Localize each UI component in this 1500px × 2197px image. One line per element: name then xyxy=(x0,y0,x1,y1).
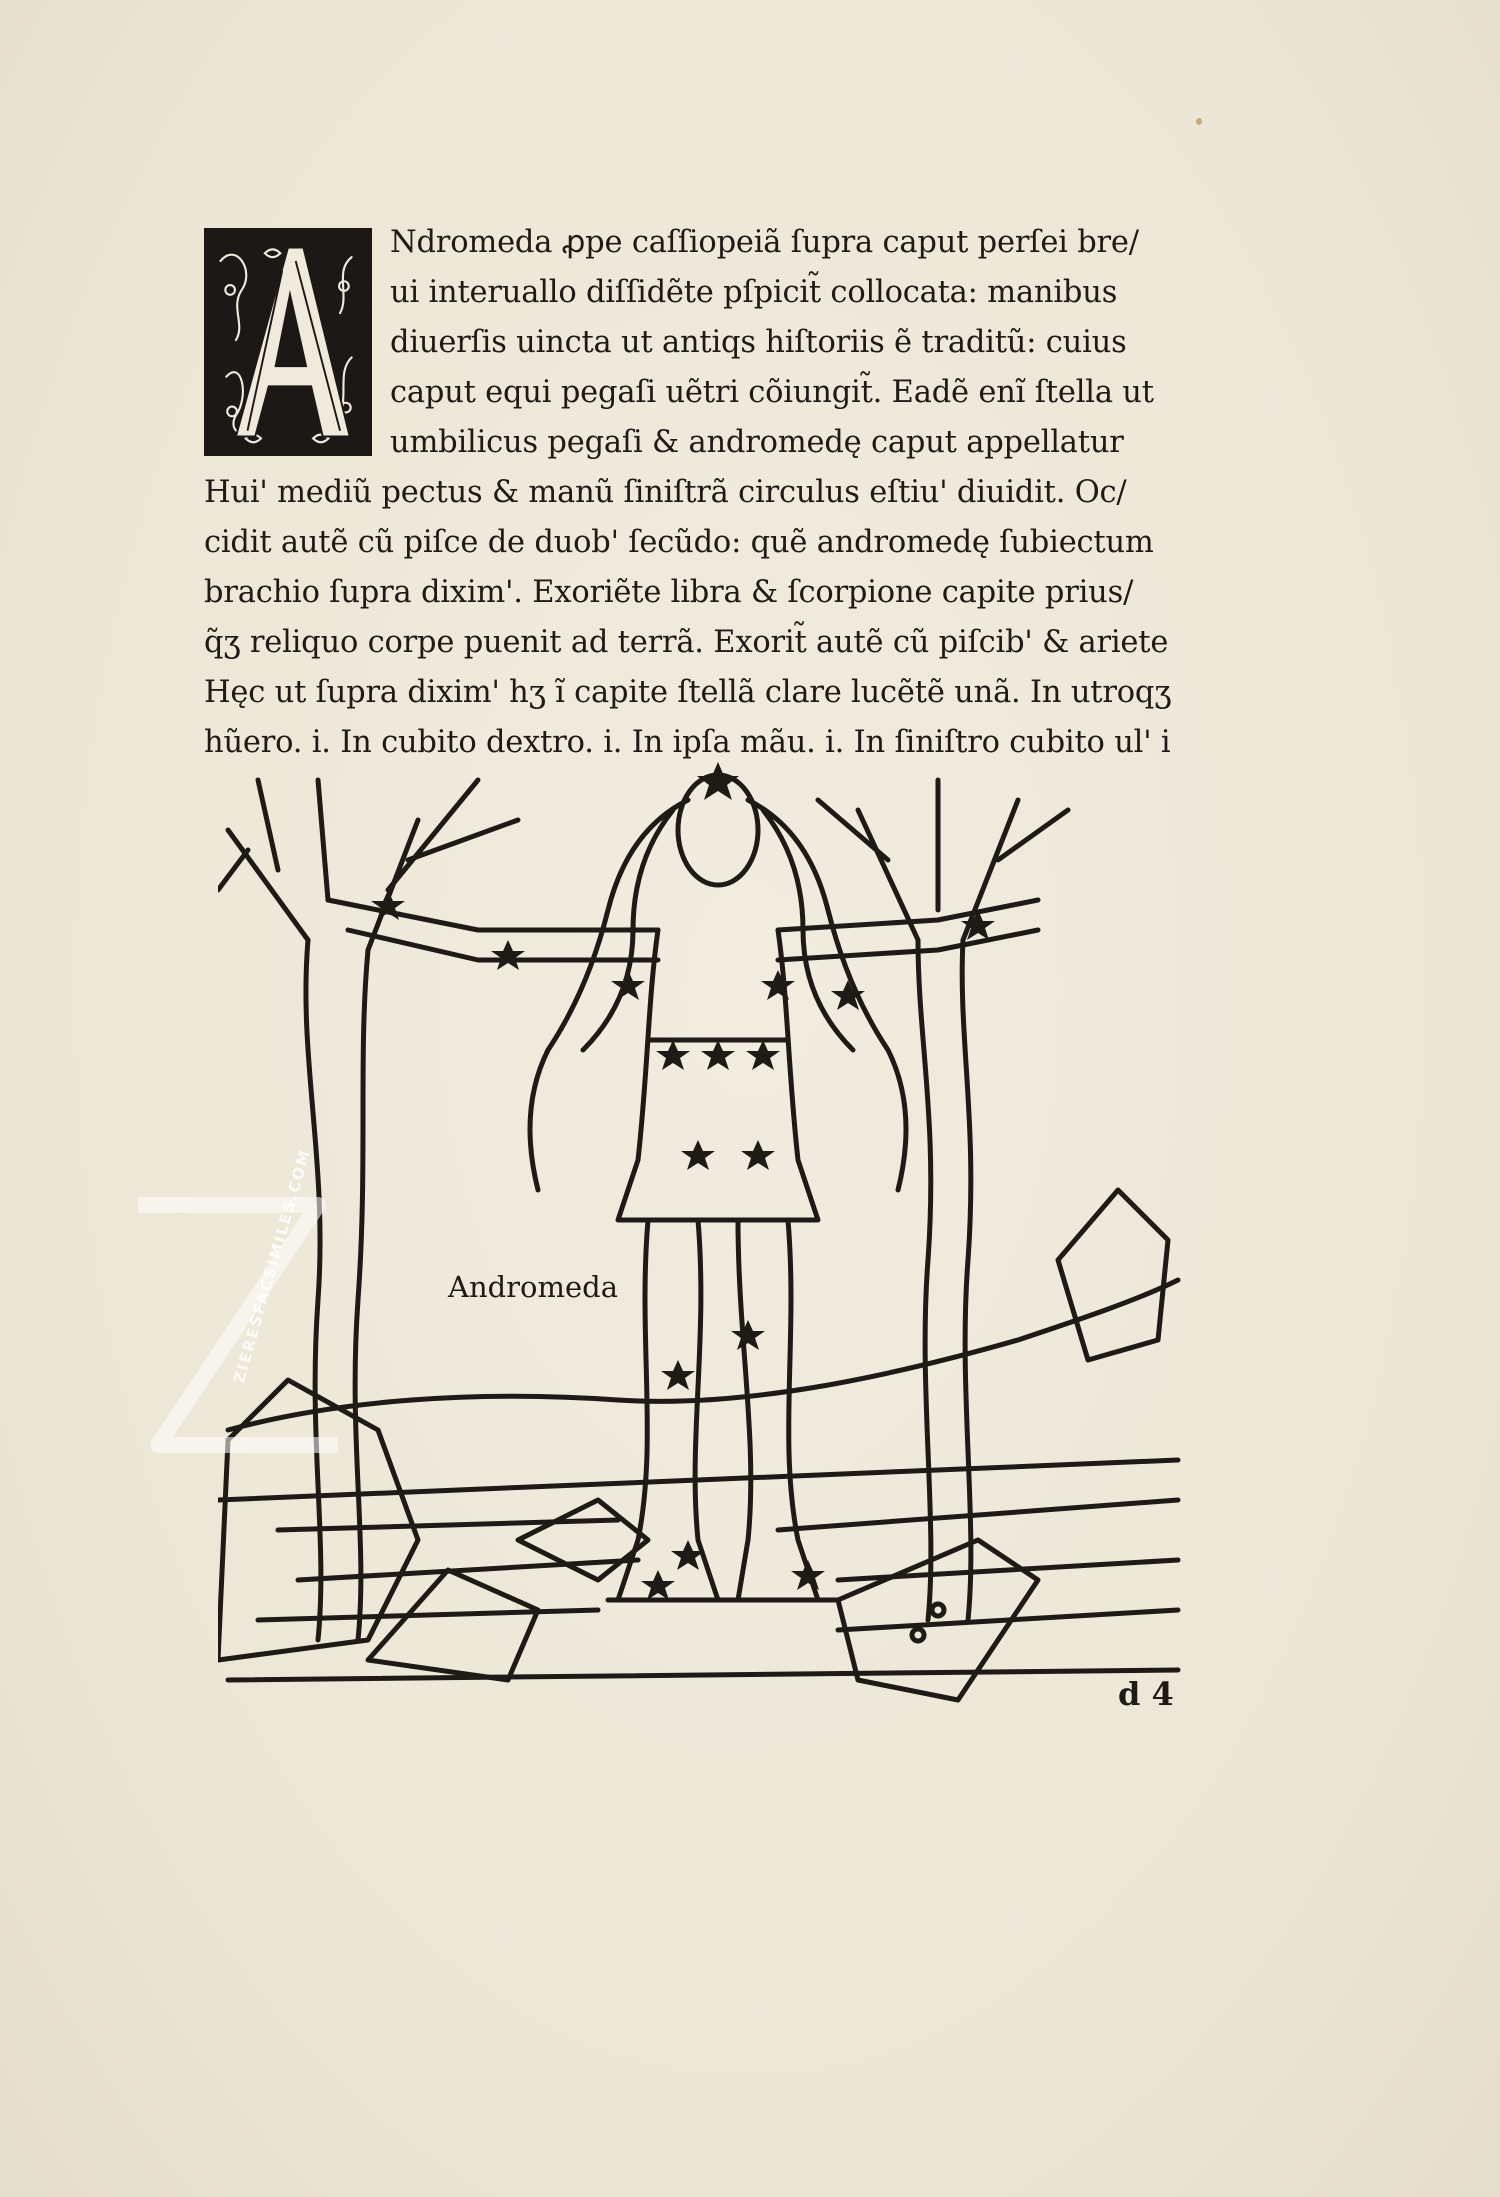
text-line: cidit autẽ cũ piſce de duob' ſecũdo: quẽ andromedę ſubiectum xyxy=(204,525,1154,560)
initial-a-icon xyxy=(207,231,369,453)
decorated-initial-a xyxy=(204,228,372,456)
text-line: diuerſis uincta ut antiqs hiſtoriis ẽ traditũ: cuius xyxy=(390,325,1127,360)
watermark-text: ZIERESFACSIMILES.COM xyxy=(230,1146,315,1385)
figure-label: Andromeda xyxy=(448,1270,619,1304)
text-line: Ndromeda ꝓpe caſſiopeiã ſupra caput perſei bre/ xyxy=(390,225,1139,260)
text-line: brachio ſupra dixim'. Exoriẽte libra & ſcorpione capite prius/ xyxy=(204,575,1134,610)
text-line: ui interuallo diſſidẽte pſpicit̃ collocata: manibus xyxy=(390,275,1118,310)
paper-stain xyxy=(1196,118,1202,125)
text-line: Hui' mediũ pectus & manũ ſiniſtrã circulus eſtiu' diuidit. Oc/ xyxy=(204,475,1127,510)
text-line: hũero. i. In cubito dextro. i. In ipſa mãu. i. In ſiniſtro cubito ul' i xyxy=(204,725,1171,760)
text-line: q̃ʒ reliquo corpe puenit ad terrã. Exorit̃ autẽ cũ piſcib' & ariete xyxy=(204,625,1169,660)
signature-mark: d 4 xyxy=(1118,1675,1174,1713)
text-line: Hęc ut ſupra dixim' hʒ ĩ capite ſtellã clare lucẽtẽ unã. In utroqʒ xyxy=(204,675,1172,710)
text-line: umbilicus pegaſi & andromedę caput appellatur xyxy=(390,425,1124,460)
text-line: caput equi pegaſi uẽtri cõiungit̃. Eadẽ enĩ ſtella ut xyxy=(390,375,1154,410)
